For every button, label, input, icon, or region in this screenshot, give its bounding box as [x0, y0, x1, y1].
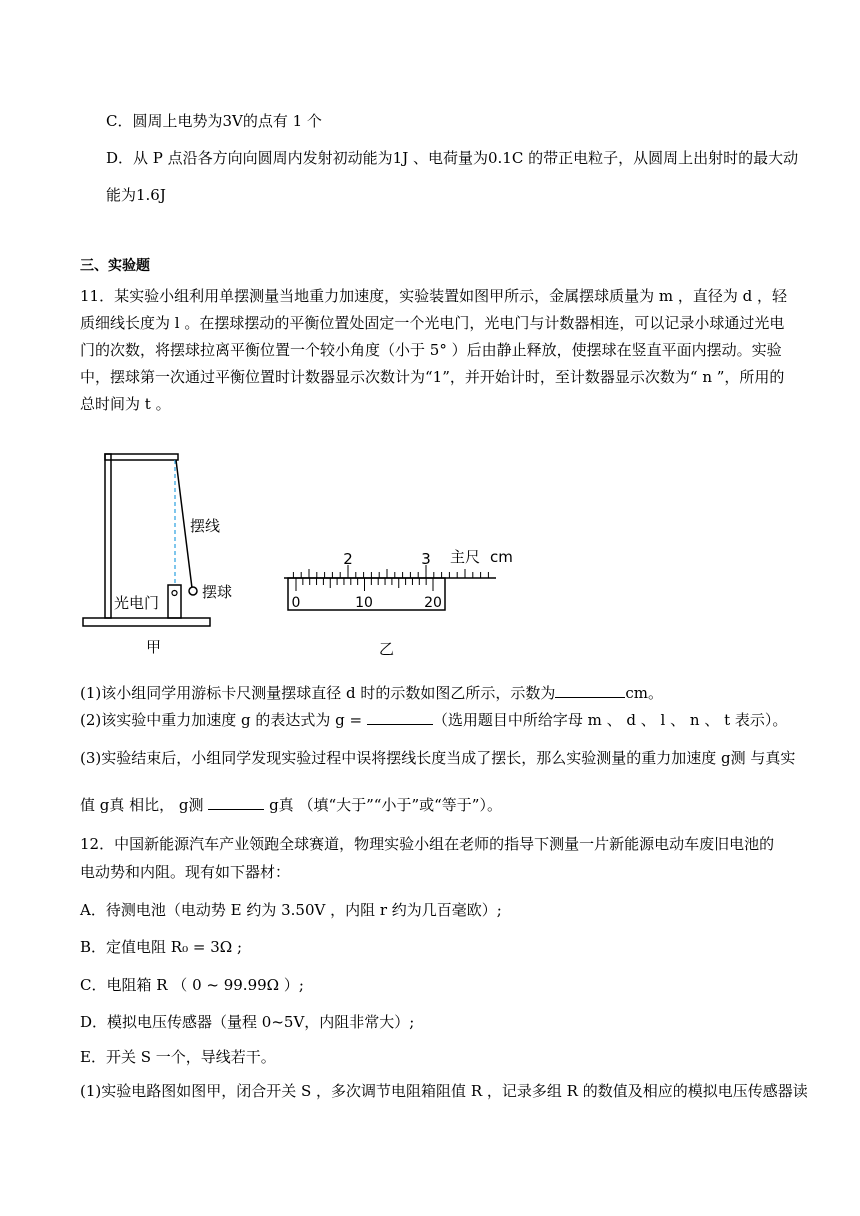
q11-sub3-line2: [80, 794, 502, 816]
q11-line-1: 11．某实验小组利用单摆测量当地重力加速度，实验装置如图甲所示，金属摆球质量为 m ，直径为 d ，轻: [80, 287, 787, 305]
q11-sub1-text: (1)该小组同学用游标卡尺测量摆球直径 d 时的示数如图乙所示，示数为: [80, 684, 556, 702]
q12-line-2: 电动势和内阻。现有如下器材：: [80, 863, 291, 881]
option-c: C．圆周上电势为3V的点有 1 个: [106, 112, 322, 130]
q12-sub1: (1)实验电路图如图甲，闭合开关 S ，多次调节电阻箱阻值 R ，记录多组 R 的数值及相应的模拟电压传感器读: [80, 1082, 808, 1100]
q12-option-d: D．模拟电压传感器（量程 0~5V，内阻非常大）;: [80, 1013, 415, 1031]
q11-sub1-unit: cm。: [625, 684, 664, 702]
q11-sub2-tail: （选用题目中所给字母 m 、 d 、 l 、 n 、 t 表示）。: [432, 711, 788, 729]
q11-line-2: 质细线长度为 l 。在摆球摆动的平衡位置处固定一个光电门，光电门与计数器相连，可以记录小球通过光电: [80, 314, 785, 332]
stand-post: [105, 454, 111, 618]
q11-sub2-text: (2)该实验中重力加速度 g 的表达式为 g =: [80, 711, 363, 729]
q11-line-5: 总时间为 t 。: [80, 395, 171, 413]
answer-blank-3[interactable]: [208, 795, 264, 810]
q12-line-1: 12．中国新能源汽车产业领跑全球赛道，物理实验小组在老师的指导下测量一片新能源电动车废旧电池的: [80, 835, 775, 853]
caption-yi: 乙: [379, 640, 395, 658]
q12-option-c: C．电阻箱 R （ 0 ~ 99.99Ω ）;: [80, 976, 304, 994]
label-photogate: 光电门: [114, 594, 160, 612]
pendulum-ball: [189, 587, 197, 595]
q11-line-4: 中，摆球第一次通过平衡位置时计数器显示次数计为“1”，并开始计时，至计数器显示次数为“ n ”，所用的: [80, 368, 785, 386]
figure-yi-vernier: [278, 540, 528, 665]
section-title: 三、实验题: [80, 258, 150, 274]
main-scale-ticks: [293, 565, 488, 578]
vernier-scale-ticks: [296, 578, 433, 591]
q11-sub2: [80, 709, 787, 731]
q12-option-e: E．开关 S 一个，导线若干。: [80, 1048, 276, 1066]
label-string: 摆线: [190, 517, 221, 535]
stand-base: [83, 618, 210, 626]
answer-blank-2[interactable]: [367, 710, 433, 725]
option-d-line1: D．从 P 点沿各方向向圆周内发射初动能为1J 、电荷量为0.1C 的带正电粒子，从圆周上出射时的最大动: [106, 149, 799, 167]
label-ball: 摆球: [202, 583, 233, 601]
q11-sub1: [80, 682, 663, 704]
main-tick-label-2: 2: [343, 550, 353, 568]
main-scale-label: 主尺: [450, 548, 481, 566]
figure-jia-pendulum: [78, 448, 233, 663]
answer-blank-1[interactable]: [555, 683, 625, 698]
vernier-label-0: 0: [291, 595, 301, 611]
option-d-line2: 能为1.6J: [106, 186, 166, 204]
main-tick-label-3: 3: [421, 550, 431, 568]
vernier-label-20: 20: [424, 595, 442, 611]
q11-line-3: 门的次数，将摆球拉离平衡位置一个较小角度（小于 5° ）后由静止释放，使摆球在竖直平面内摆动。实验: [80, 341, 782, 359]
q12-option-a: A．待测电池（电动势 E 约为 3.50V ，内阻 r 约为几百毫欧）;: [80, 901, 502, 919]
vernier-label-10: 10: [355, 595, 373, 611]
q11-sub3-text: 值 g真 相比， g测: [80, 796, 204, 814]
q11-sub3-line1: (3)实验结束后，小组同学发现实验过程中误将摆线长度当成了摆长，那么实验测量的重力加速度 g测 与真实: [80, 749, 796, 767]
q12-option-b: B．定值电阻 R₀ = 3Ω ;: [80, 938, 243, 956]
q11-sub3-tail: g真 （填“大于”“小于”或“等于”）。: [269, 796, 502, 814]
caption-jia: 甲: [146, 638, 162, 656]
unit-label: cm: [490, 548, 513, 566]
stand-arm: [105, 454, 178, 460]
